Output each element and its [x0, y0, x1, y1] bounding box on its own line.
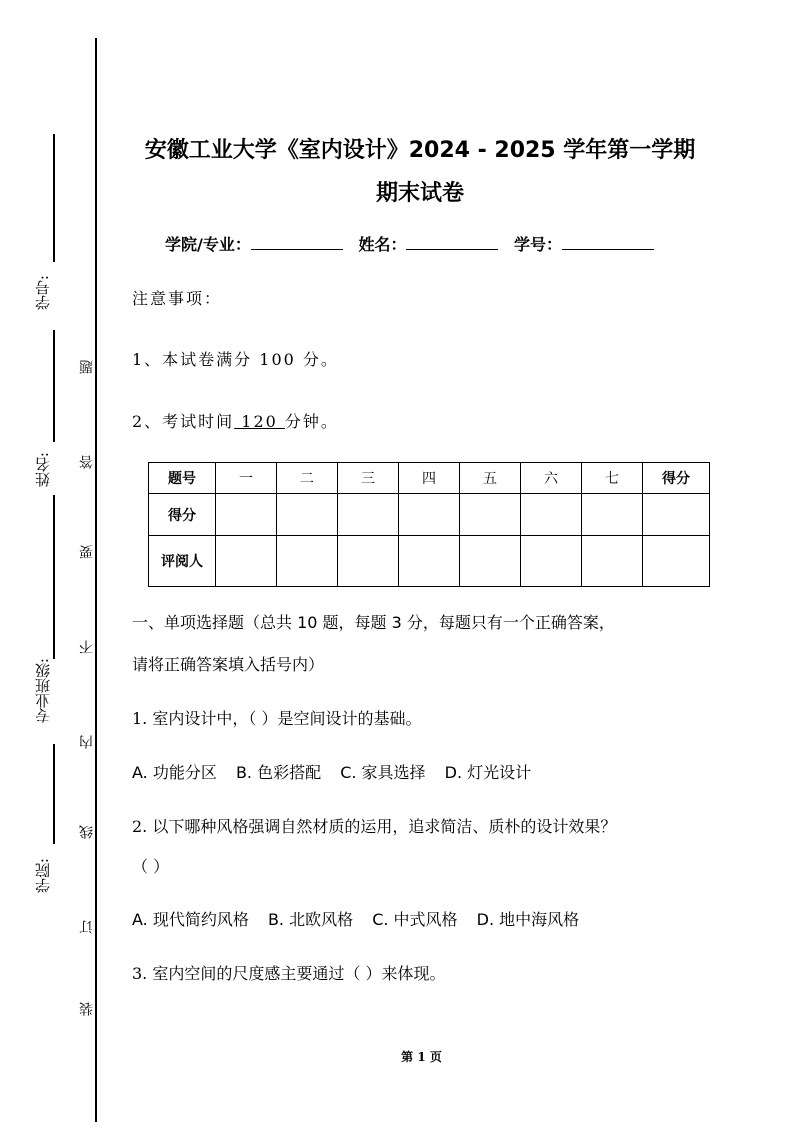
option-b: B. 北欧风格: [267, 910, 354, 929]
college-major-field[interactable]: [251, 235, 343, 250]
grader-cell[interactable]: [521, 536, 582, 587]
major-class-label: 专业班级:: [34, 658, 52, 724]
header-cell: 六: [521, 463, 582, 494]
name-label: 姓名：: [358, 235, 407, 254]
name-label: 姓名:: [34, 452, 52, 488]
grader-cell[interactable]: [338, 536, 399, 587]
note-item-1: 1、本试卷满分 100 分。: [132, 350, 339, 369]
row-label: 评阅人: [149, 536, 216, 587]
grader-cell[interactable]: [277, 536, 338, 587]
score-cell[interactable]: [643, 494, 710, 536]
college-blank-line: [53, 744, 55, 844]
score-table: [148, 462, 710, 587]
exam-subtitle: 期末试卷: [375, 181, 464, 206]
header-cell: 七: [582, 463, 643, 494]
header-cell: 题号: [149, 463, 216, 494]
grader-cell[interactable]: [399, 536, 460, 587]
score-cell[interactable]: [582, 494, 643, 536]
binding-note-char: 订: [79, 920, 95, 934]
score-cell[interactable]: [216, 494, 277, 536]
question-2-blank: （ ）: [132, 857, 170, 876]
name-blank-line-upper: [53, 330, 55, 442]
grader-cell[interactable]: [582, 536, 643, 587]
score-cell[interactable]: [277, 494, 338, 536]
option-d: D. 灯光设计: [444, 763, 532, 782]
binding-note-char: 答: [79, 455, 95, 469]
option-c: C. 家具选择: [340, 763, 426, 782]
table-row: [149, 494, 710, 536]
college-major-label: 学院/专业：: [165, 235, 251, 254]
note-item-2: 2、考试时间 120 分钟。: [132, 412, 339, 431]
grader-cell[interactable]: [216, 536, 277, 587]
student-info-line: [165, 232, 664, 255]
college-label: 学院:: [34, 858, 52, 894]
header-cell: 二: [277, 463, 338, 494]
binding-note-char: 线: [79, 825, 95, 839]
question-1: 1. 室内设计中，（ ）是空间设计的基础。: [132, 709, 422, 728]
student-id-blank-line: [53, 134, 55, 262]
header-cell: 得分: [643, 463, 710, 494]
binding-border-line: [95, 38, 97, 1122]
student-id-label: 学号：: [514, 235, 563, 254]
grader-cell[interactable]: [460, 536, 521, 587]
score-cell[interactable]: [399, 494, 460, 536]
student-id-label: 学号:: [34, 275, 52, 311]
section-heading: 一、单项选择题（总共 10 题，每题 3 分，每题只有一个正确答案，: [132, 613, 615, 632]
section-heading-cont: 请将正确答案填入括号内）: [132, 655, 325, 674]
binding-note-char: 要: [79, 545, 95, 559]
question-2-options: [132, 907, 593, 930]
option-a: A. 功能分区: [132, 763, 217, 782]
exam-duration: 120: [234, 412, 285, 431]
option-a: A. 现代简约风格: [132, 910, 249, 929]
header-cell: 三: [338, 463, 399, 494]
notes-heading: 注意事项：: [132, 289, 223, 308]
binding-note-char: 内: [79, 735, 95, 749]
question-2: 2. 以下哪种风格强调自然材质的运用，追求简洁、质朴的设计效果？: [132, 817, 617, 836]
table-row: [149, 536, 710, 587]
binding-note-char: 题: [79, 360, 95, 374]
student-id-field[interactable]: [562, 235, 654, 250]
option-c: C. 中式风格: [372, 910, 458, 929]
page-number: 第 1 页: [401, 1050, 442, 1064]
score-cell[interactable]: [521, 494, 582, 536]
table-header-row: [149, 463, 710, 494]
header-cell: 四: [399, 463, 460, 494]
major-blank-line: [53, 495, 55, 659]
exam-title: 安徽工业大学《室内设计》2024 - 2025 学年第一学期: [144, 138, 696, 163]
binding-note-char: 装: [79, 1002, 95, 1016]
score-cell[interactable]: [338, 494, 399, 536]
name-field[interactable]: [406, 235, 498, 250]
header-cell: 五: [460, 463, 521, 494]
score-cell[interactable]: [460, 494, 521, 536]
option-d: D. 地中海风格: [476, 910, 580, 929]
question-3: 3. 室内空间的尺度感主要通过（ ）来体现。: [132, 964, 446, 983]
question-1-options: [132, 760, 545, 783]
header-cell: 一: [216, 463, 277, 494]
grader-cell[interactable]: [643, 536, 710, 587]
row-label: 得分: [149, 494, 216, 536]
binding-note-char: 不: [79, 640, 95, 654]
option-b: B. 色彩搭配: [235, 763, 322, 782]
